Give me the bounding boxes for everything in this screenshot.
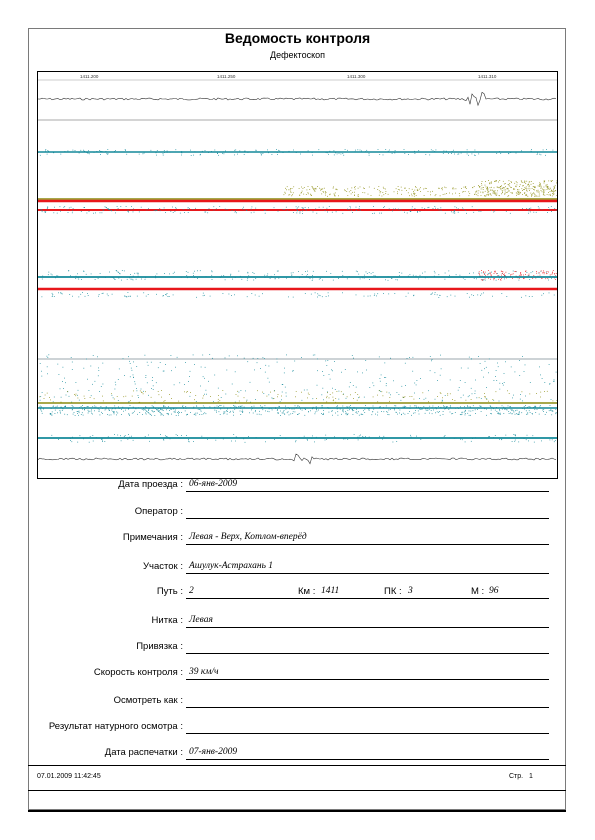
row-section [0, 561, 595, 575]
pk-value: 3 [408, 586, 413, 596]
notes-label: Примечания : [122, 532, 183, 543]
print-date-value: 07-янв-2009 [189, 747, 238, 757]
defectogram-plot [38, 72, 557, 478]
operator-label: Оператор : [134, 506, 183, 517]
speed-label: Скорость контроля : [93, 667, 183, 678]
pk-label: ПК : [384, 586, 402, 597]
km-marker-label: 1411.310 [478, 74, 497, 79]
page-bottom-rule [28, 810, 566, 812]
result-label: Результат натурного осмотра : [48, 721, 183, 732]
result-line [186, 733, 549, 734]
olive-sparse-noise [39, 390, 557, 403]
section-label: Участок : [143, 561, 183, 572]
date-label: Дата проезда : [118, 479, 183, 490]
row-date [0, 479, 595, 493]
row-result [0, 721, 595, 735]
section-line [186, 573, 549, 574]
inspect-label: Осмотреть как : [113, 695, 183, 706]
print-date-line [186, 759, 549, 760]
row-notes [0, 532, 595, 546]
teal-mid-noise [42, 270, 552, 281]
row-inspect [0, 695, 595, 709]
date-value: 06-янв-2009 [189, 479, 238, 489]
binding-label: Привязка : [136, 641, 183, 652]
section-value: Ашулук-Астрахань 1 [189, 561, 274, 571]
m-value: 96 [489, 586, 499, 596]
rail-value: Левая [189, 615, 213, 625]
red-mid-burst [479, 270, 557, 281]
track-value: 2 [189, 586, 194, 596]
footer-divider-bottom [28, 790, 566, 791]
track-line [186, 598, 549, 599]
footer-divider-top [28, 765, 566, 766]
speed-line [186, 679, 549, 680]
footer-timestamp: 07.01.2009 11:42:45 [37, 773, 101, 780]
defectogram-scan [37, 71, 558, 479]
notes-line [186, 544, 549, 545]
olive-burst [478, 180, 557, 197]
bottom-signal-wave [38, 454, 556, 464]
footer-page [509, 773, 533, 780]
row-track [0, 586, 595, 600]
row-speed [0, 667, 595, 681]
teal-comb-noise [40, 405, 558, 416]
km-marker-label: 1411.300 [347, 74, 366, 79]
km-value: 1411 [321, 586, 340, 596]
row-binding [0, 641, 595, 655]
binding-line [186, 653, 549, 654]
top-signal-wave [38, 92, 556, 105]
inspect-line [186, 707, 549, 708]
print-date-label: Дата распечатки : [104, 747, 183, 758]
speed-value: 39 км/ч [189, 667, 219, 677]
track-label: Путь : [156, 586, 183, 597]
date-line [186, 491, 549, 492]
teal-mid-lower-noise [42, 292, 555, 298]
footer-page-number: 1 [528, 773, 533, 780]
rail-label: Нитка : [151, 615, 183, 626]
footer-page-label: Стр. [509, 773, 524, 780]
row-operator [0, 506, 595, 520]
km-label: Км : [298, 586, 316, 597]
page-subtitle: Дефектоскоп [270, 50, 325, 60]
olive-channel-noise [284, 186, 556, 197]
notes-value: Левая - Верх, Котлом-вперёд [189, 532, 307, 542]
row-print-date [0, 747, 595, 761]
m-label: М : [471, 586, 485, 597]
rail-line [186, 627, 549, 628]
km-marker-label: 1411.250 [217, 74, 236, 79]
km-marker-label: 1411.200 [80, 74, 99, 79]
row-rail [0, 615, 595, 629]
teal-sparse-noise [40, 354, 557, 402]
page-title: Ведомость контроля [224, 30, 371, 46]
operator-line [186, 518, 549, 519]
